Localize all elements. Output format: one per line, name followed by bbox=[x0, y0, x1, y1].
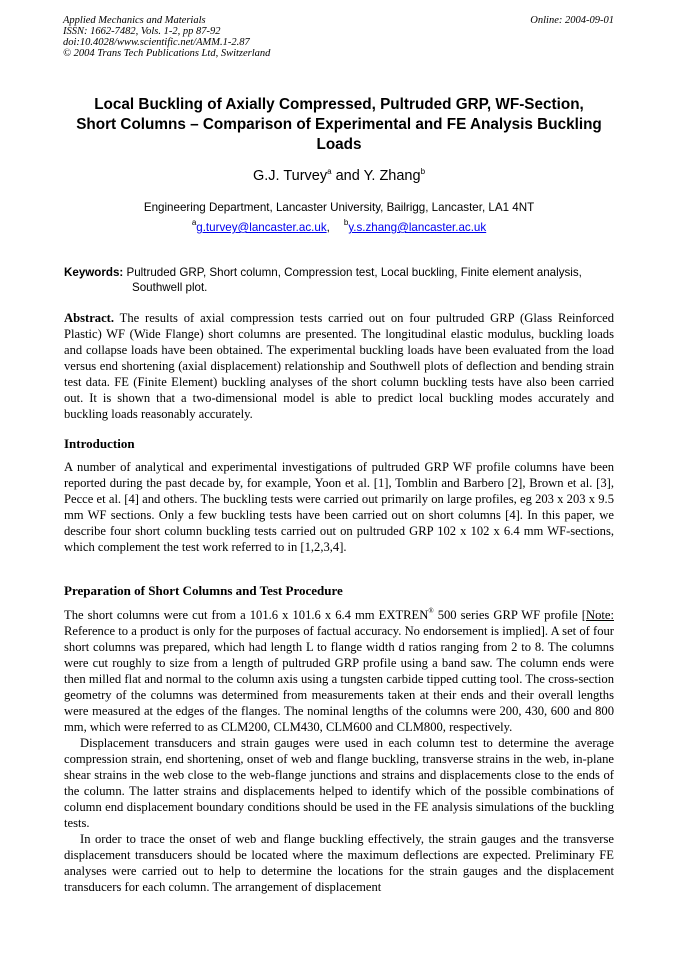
author-turvey: G.J. Turvey bbox=[252, 168, 328, 184]
author-zhang: Y. Zhang bbox=[363, 168, 421, 184]
abstract-text: The results of axial compression tests carried out on four pultruded GRP (Glass Reinforced Plastic) WF (Wide Flange) short columns are presented. The longitudinal elastic modulus, buckling loads and collapse loads have been obtained. The experimental buckling loads have been evaluated from the load versus end shortening (axial displacement) relationship and Southwell plots of deflection and bending strain test data. FE (Finite Element) buckling analyses of the short column buckling tests have also been carried out. It is shown that a two-dimensional model is able to predict local buckling modes accurately and buckling loads reasonably accurately. bbox=[64, 311, 614, 421]
section-heading-preparation: Preparation of Short Columns and Test Procedure bbox=[64, 583, 343, 598]
note-label: Note: bbox=[586, 608, 614, 622]
title-line-1: Local Buckling of Axially Compressed, Pultruded GRP, WF-Section, bbox=[94, 96, 584, 113]
preparation-paragraph-2: Displacement transducers and strain gauges were used in each column test to determine the average compression strain, end shortening, onset of web and flange buckling, transverse strains in the web, in-plane shear strains in the web close to the web-flange junctions and strains and displacements close to the ends of the column. The latter strains and displacements helped to identify which of the possible combinations of column end displacement boundary conditions should be used in the FE analysis simulations of the buckling tests. bbox=[64, 736, 614, 830]
preparation-paragraph-3: In order to trace the onset of web and flange buckling effectively, the strain gauges and the transverse displacement transducers should be located where the maximum deflections are expected. Preliminary FE analyses were carried out to help to determine the locations for the strain gauges and the displacement transducers for each column. The arrangement of displacement bbox=[64, 832, 614, 894]
email-link-zhang[interactable]: y.s.zhang@lancaster.ac.uk bbox=[348, 221, 487, 234]
author-affil-mark-a: a bbox=[327, 167, 332, 176]
email-link-turvey[interactable]: g.turvey@lancaster.ac.uk bbox=[196, 221, 327, 234]
introduction-paragraph: A number of analytical and experimental investigations of pultruded GRP WF profile columns have been reported during the past decade by, for example, Yoon et al. [1], Tomblin and Barbero [2], Brown et al. [3], Pecce et al. [4] and others. The buckling tests were carried out primarily on large profiles, eg 203 x 203 x 9.5 mm WF sections. Only a few buckling tests have been carried out on short columns [4]. In this paper, we describe four short column buckling tests carried out on pultruded GRP 102 x 102 x 6.4 mm WF-sections, which complement the test work referred to in [1,2,3,4]. bbox=[64, 460, 614, 554]
keywords-label: Keywords: bbox=[64, 266, 124, 279]
journal-header bbox=[63, 15, 270, 59]
keywords bbox=[64, 266, 584, 295]
journal-name: Applied Mechanics and Materials bbox=[63, 15, 206, 26]
authors bbox=[64, 167, 614, 185]
section-heading-introduction: Introduction bbox=[64, 436, 135, 451]
keywords-text: Pultruded GRP, Short column, Compression test, Local buckling, Finite element analysis, Southwell plot. bbox=[123, 266, 582, 294]
title-line-3: Loads bbox=[316, 136, 362, 153]
preparation-body bbox=[64, 607, 614, 895]
author-affil-mark-b: b bbox=[420, 167, 426, 176]
copyright-line: © 2004 Trans Tech Publications Ltd, Switzerland bbox=[63, 48, 271, 59]
author-emails bbox=[64, 218, 614, 235]
paper-title bbox=[64, 95, 614, 155]
doi-line: doi:10.4028/www.scientific.net/AMM.1-2.87 bbox=[63, 37, 250, 48]
introduction-body bbox=[64, 459, 614, 555]
online-date: Online: 2004-09-01 bbox=[530, 15, 614, 26]
abstract bbox=[64, 310, 614, 422]
affiliation: Engineering Department, Lancaster University, Bailrigg, Lancaster, LA1 4NT bbox=[143, 201, 535, 214]
author-conjunction: and bbox=[331, 168, 364, 184]
email-mark-b: b bbox=[343, 218, 349, 227]
preparation-paragraph-1: The short columns were cut from a 101.6 x 101.6 x 6.4 mm EXTREN® 500 series GRP WF profile [Note: Reference to a product is only for the purposes of factual accuracy. No endorsement is implied]. A set of four short columns was prepared, which had length L to flange width d ratios ranging from 2 to 8. The columns were cut roughly to size from a length of pultruded GRP profile using a band saw. The column ends were then milled flat and normal to the column axis using a tungsten carbide tipped cutting tool. The cross-section geometry of the columns was determined from measurements taken at their ends and their overall lengths were measured at the edges of the flanges. The nominal lengths of the columns were 200, 430, 600 and 800 mm, which were referred to as CLM200, CLM430, CLM600 and CLM800, respectively. bbox=[64, 607, 614, 734]
email-separator: , bbox=[326, 221, 330, 234]
email-mark-a: a bbox=[191, 218, 197, 227]
issn-line: ISSN: 1662-7482, Vols. 1-2, pp 87-92 bbox=[63, 26, 221, 37]
title-line-2: Short Columns – Comparison of Experimental and FE Analysis Buckling bbox=[76, 116, 602, 133]
abstract-label: Abstract. bbox=[64, 311, 115, 325]
registered-mark: ® bbox=[428, 607, 434, 615]
